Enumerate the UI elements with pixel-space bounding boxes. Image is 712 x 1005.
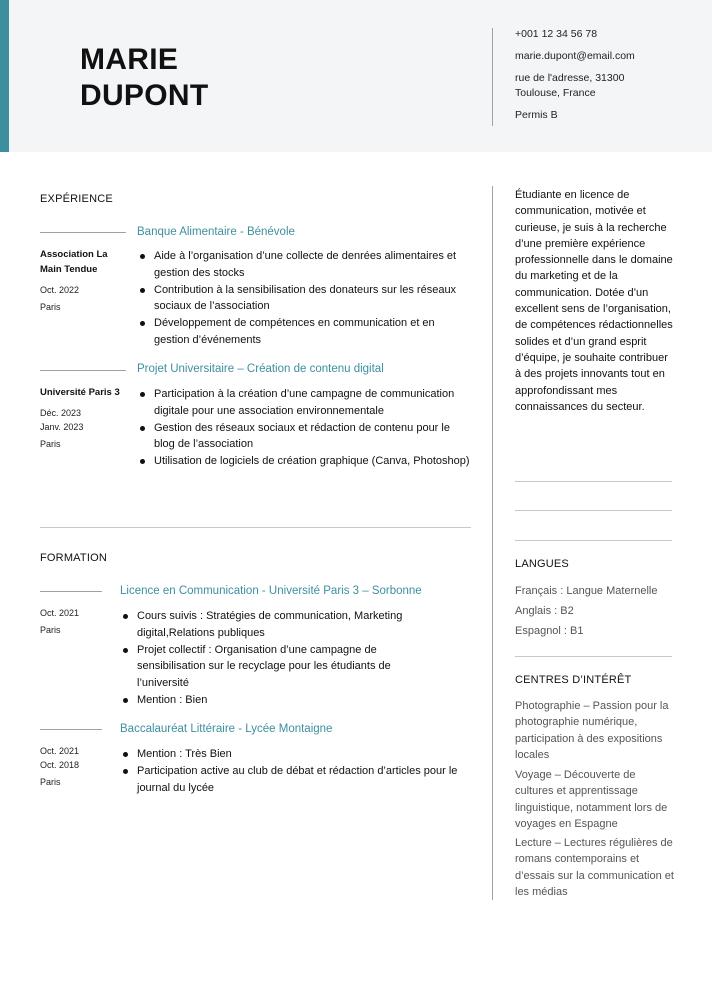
experience-org-1: Association La Main Tendue xyxy=(40,249,108,275)
list-item: Utilisation de logiciels de création graphique (Canva, Photoshop) xyxy=(137,453,471,470)
experience-title: EXPÉRIENCE xyxy=(40,193,113,205)
list-item: Gestion des réseaux sociaux et rédaction de contenu pour le blog de l’association xyxy=(137,420,471,454)
education-title: FORMATION xyxy=(40,552,107,564)
education-location-1: Paris xyxy=(40,625,61,635)
sidebar-divider xyxy=(515,656,672,657)
experience-role-1: Banque Alimentaire - Bénévole xyxy=(137,226,295,238)
address-text: rue de l'adresse, 31300 Toulouse, France xyxy=(515,72,625,99)
sidebar-divider xyxy=(515,540,672,541)
education-location-2: Paris xyxy=(40,777,61,787)
experience-role-2: Projet Universitaire – Création de contenu digital xyxy=(137,363,384,375)
education-degree-2: Baccalauréat Littéraire - Lycée Montaigne xyxy=(120,723,333,735)
list-item: Mention : Bien xyxy=(120,692,440,709)
last-name: DUPONT xyxy=(80,79,209,112)
entry-meta-line xyxy=(40,729,102,730)
section-divider xyxy=(40,527,471,528)
experience-location-2: Paris xyxy=(40,439,61,449)
interest-item: Photographie – Passion pour la photographie numérique, participation à des expositions locales xyxy=(515,700,669,761)
resume-header xyxy=(0,0,712,152)
list-item: Contribution à la sensibilisation des donateurs sur les réseaux sociaux de l’association xyxy=(137,282,471,316)
entry-meta-line xyxy=(40,232,126,233)
language-item: Français : Langue Maternelle xyxy=(515,585,658,597)
profile-summary: Étudiante en licence de communication, motivée et curieuse, je suis à la recherche d’une première expérience professionnelle dans le domaine du marketing et de la communication. Dotée d’un excellent sens de l’organisation, de compétences rédactionnelles solides et d’un grand esprit d’équipe, je souhaite contribuer à des projets innovants tout en approfondissant mes connaissances du secteur. xyxy=(515,189,673,413)
languages-title: LANGUES xyxy=(515,558,569,570)
column-divider xyxy=(492,186,493,900)
education-date-1: Oct. 2021 xyxy=(40,608,80,618)
experience-bullets-1 xyxy=(137,248,471,349)
accent-bar xyxy=(0,0,9,152)
phone-text: +001 12 34 56 78 xyxy=(515,28,598,40)
interests-title: CENTRES D’INTÉRÊT xyxy=(515,674,632,686)
interest-item: Voyage – Découverte de cultures et apprentissage linguistique, notamment lors de voyages en Espagne xyxy=(515,769,668,830)
list-item: Aide à l’organisation d’une collecte de denrées alimentaires et gestion des stocks xyxy=(137,248,471,282)
experience-date-2: Déc. 2023 xyxy=(40,408,82,418)
full-name xyxy=(80,42,208,114)
list-item: Projet collectif : Organisation d’une campagne de sensibilisation sur le recyclage pour les étudiants de l’université xyxy=(120,642,440,692)
experience-org-2: Université Paris 3 xyxy=(40,387,120,398)
language-item: Anglais : B2 xyxy=(515,605,574,617)
education-bullets-2 xyxy=(120,746,460,796)
language-item: Espagnol : B1 xyxy=(515,625,584,637)
list-item: Participation à la création d’une campagne de communication digitale pour une association environnementale xyxy=(137,386,471,420)
interest-item: Lecture – Lectures régulières de romans contemporains et d’essais sur la communication et les médias xyxy=(515,837,674,898)
contact-block xyxy=(515,27,705,130)
email-text: marie.dupont@email.com xyxy=(515,50,635,62)
education-date-2: Oct. 2021 xyxy=(40,746,80,756)
sidebar-divider xyxy=(515,481,672,482)
experience-date-2b: Janv. 2023 xyxy=(40,422,84,432)
experience-bullets-2 xyxy=(137,386,471,470)
first-name: MARIE xyxy=(80,43,179,76)
list-item: Participation active au club de débat et rédaction d’articles pour le journal du lycée xyxy=(120,763,460,797)
education-bullets-1 xyxy=(120,608,440,709)
list-item: Développement de compétences en communication et en gestion d’événements xyxy=(137,315,471,349)
license-text: Permis B xyxy=(515,109,558,121)
entry-meta-line xyxy=(40,370,126,371)
header-divider xyxy=(492,28,493,126)
education-degree-1: Licence en Communication - Université Paris 3 – Sorbonne xyxy=(120,585,422,597)
experience-location-1: Paris xyxy=(40,302,61,312)
list-item: Cours suivis : Stratégies de communication, Marketing digital,Relations publiques xyxy=(120,608,440,642)
list-item: Mention : Très Bien xyxy=(120,746,460,763)
sidebar-divider xyxy=(515,510,672,511)
experience-date-1: Oct. 2022 xyxy=(40,285,80,295)
education-date-2b: Oct. 2018 xyxy=(40,760,80,770)
entry-meta-line xyxy=(40,591,102,592)
